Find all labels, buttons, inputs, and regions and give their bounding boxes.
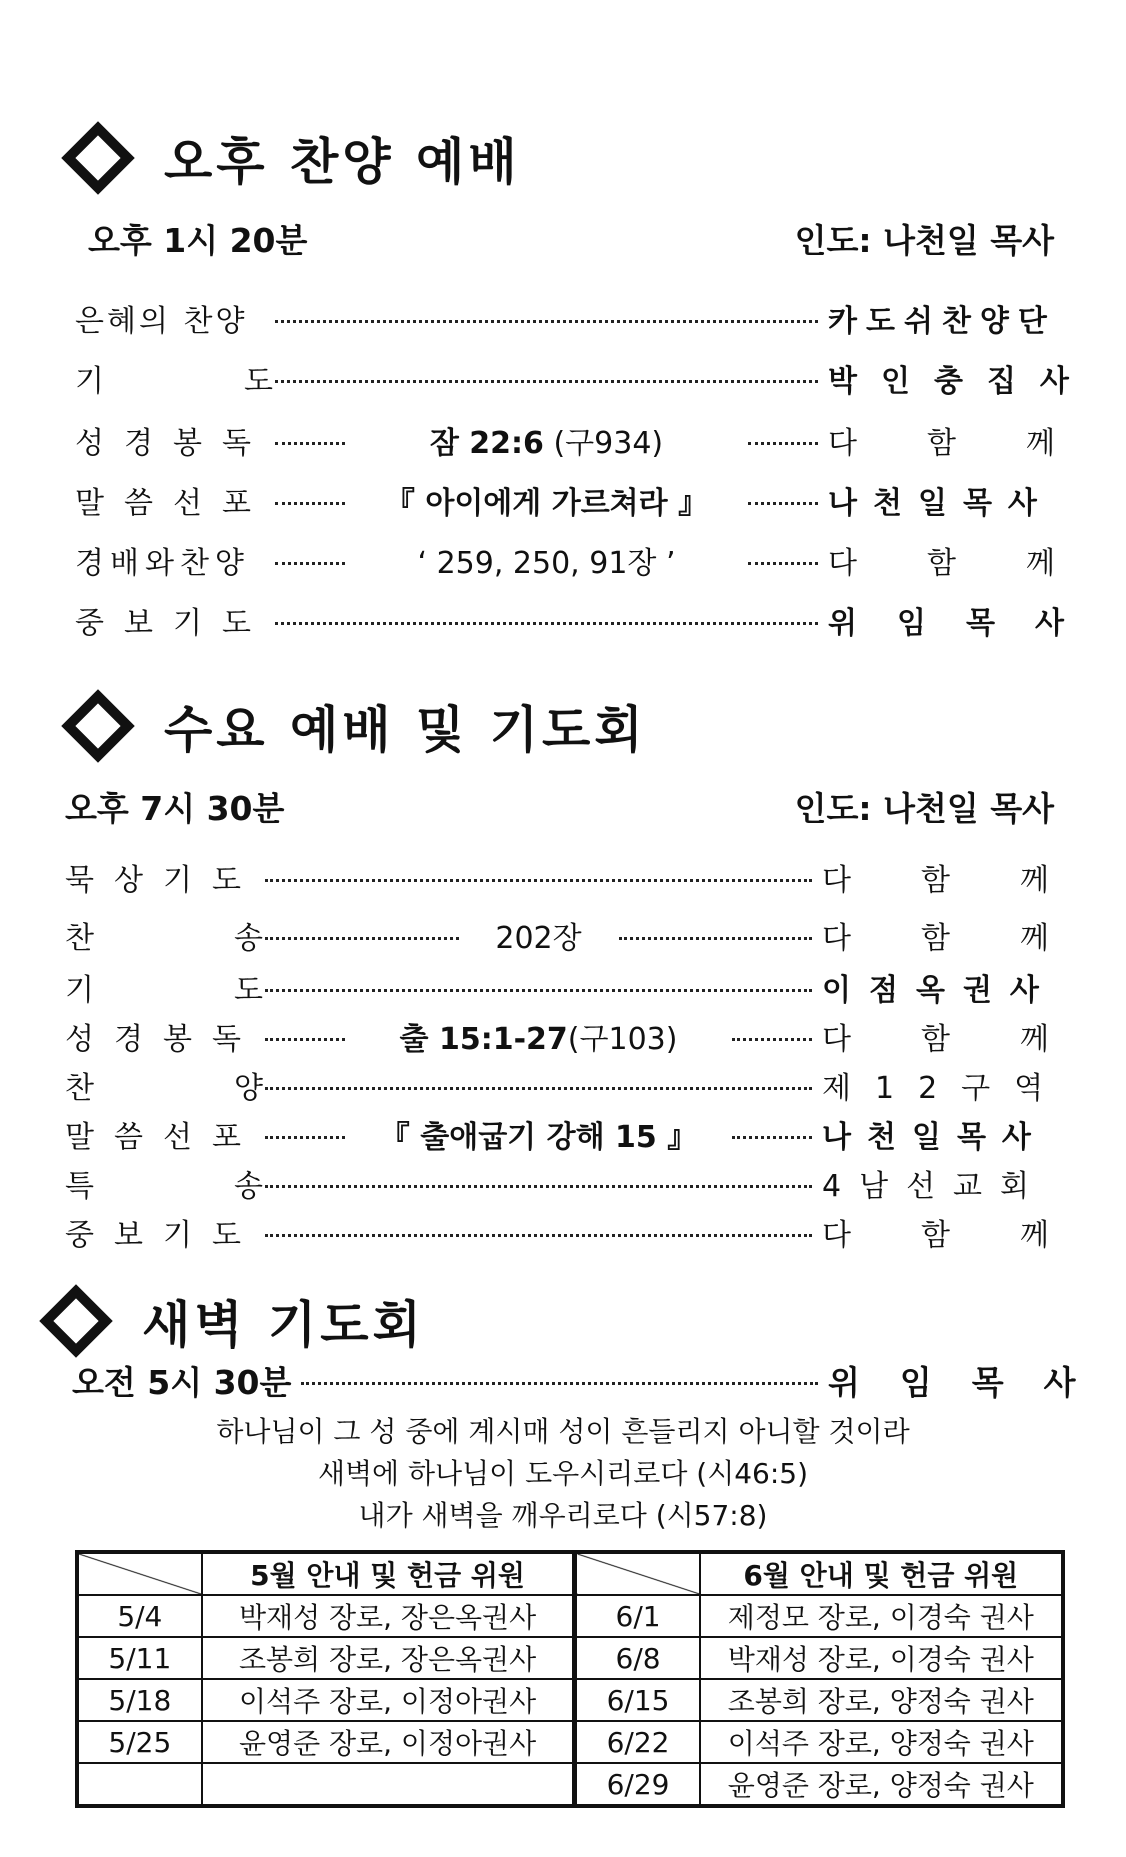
leader-dots [265, 1136, 345, 1139]
item-value: 다함께 [828, 546, 1125, 581]
item-value: 카도쉬찬양단 [828, 304, 1056, 339]
table-corner-cell [77, 1552, 202, 1595]
sermon-title: 『 출애굽기 강해 15 』 [379, 1120, 698, 1155]
item-value: 4남선교회 [822, 1169, 1048, 1204]
may-header: 5월 안내 및 헌금 위원 [202, 1552, 575, 1595]
leader-dots [275, 562, 345, 565]
leader-dots [301, 1382, 818, 1385]
may-names: 이석주 장로, 이정아권사 [202, 1679, 575, 1721]
item-label: 말씀선포 [75, 486, 271, 521]
item-label: 성경봉독 [65, 1022, 261, 1057]
afternoon-item-intercession [75, 600, 1104, 641]
afternoon-time: 오후 1시 20분 [88, 221, 308, 260]
wednesday-leader: 인도: 나천일 목사 [794, 789, 1054, 828]
wednesday-item-reading [65, 1016, 1119, 1057]
item-value: 박인충집사 [828, 364, 1093, 399]
afternoon-item-sermon [75, 480, 1054, 520]
dawn-time-row [72, 1360, 1116, 1402]
june-names: 제정모 장로, 이경숙 권사 [700, 1595, 1063, 1637]
leader-dots [732, 1038, 812, 1041]
item-label: 은혜의 찬양 [75, 304, 248, 339]
item-value: 이점옥권사 [822, 973, 1057, 1008]
wednesday-item-hymn [65, 915, 1119, 956]
wednesday-item-praise [65, 1065, 1068, 1106]
offering-committee-table [75, 1550, 1065, 1808]
leader-dots [275, 320, 818, 323]
leader-dots [265, 1087, 812, 1090]
table-row [77, 1637, 1063, 1679]
may-names: 조봉희 장로, 장은옥권사 [202, 1637, 575, 1679]
may-date [77, 1763, 202, 1806]
leader-dots [748, 442, 818, 445]
june-date: 6/15 [575, 1679, 700, 1721]
table-header-row [77, 1552, 1063, 1595]
table-row [77, 1595, 1063, 1637]
afternoon-item-prayer [75, 358, 1093, 399]
item-value: 제12구역 [822, 1071, 1068, 1106]
item-value: 다함께 [822, 863, 1119, 898]
leader-dots [748, 502, 818, 505]
afternoon-leader: 인도: 나천일 목사 [794, 221, 1054, 260]
dawn-verse-2: 새벽에 하나님이 도우시리로다 (시46:5) [317, 1457, 809, 1490]
scripture-ref: 출 15:1-27 [399, 1022, 568, 1057]
leader-dots [275, 622, 818, 625]
item-value: 다함께 [822, 1022, 1119, 1057]
scripture-page: (구934) [543, 426, 664, 461]
item-label: 찬송 [65, 921, 403, 956]
item-label: 중보기도 [65, 1218, 261, 1253]
afternoon-service-title [72, 122, 521, 194]
scripture-ref: 잠 22:6 [429, 426, 544, 461]
leader-dots [265, 1234, 812, 1237]
item-middle [355, 1014, 722, 1058]
wednesday-item-special-song [65, 1163, 1054, 1203]
item-label: 중보기도 [75, 606, 271, 641]
wednesday-item-prayer [65, 967, 1057, 1008]
leader-dots [275, 442, 345, 445]
june-date: 6/1 [575, 1595, 700, 1637]
wednesday-time: 오후 7시 30분 [65, 789, 285, 828]
leader-dots [265, 1038, 345, 1041]
item-value: 나천일목사 [828, 486, 1053, 521]
may-names [202, 1763, 575, 1806]
dawn-verse-3: 내가 새벽을 깨우리로다 (시57:8) [358, 1499, 768, 1532]
dawn-verse-1: 하나님이 그 성 중에 계시매 성이 흔들리지 아니할 것이라 [216, 1415, 910, 1448]
item-label: 찬양 [65, 1071, 403, 1106]
item-value: 다함께 [822, 1218, 1119, 1253]
item-label: 특송 [65, 1169, 403, 1204]
leader-dots [619, 937, 813, 940]
hymn-number: 202장 [495, 921, 582, 956]
may-date: 5/25 [77, 1721, 202, 1763]
item-label: 기도 [65, 973, 403, 1008]
leader-dots [265, 937, 459, 940]
dawn-title-text: 새벽 기도회 [142, 1296, 425, 1354]
diamond-bullet-icon [39, 1284, 113, 1358]
item-value: 나천일목사 [822, 1120, 1047, 1155]
item-label: 경배와찬양 [75, 546, 250, 581]
leader-dots [265, 879, 812, 882]
scripture-page: (구103) [567, 1022, 678, 1057]
may-names: 윤영준 장로, 이정아권사 [202, 1721, 575, 1763]
leader-dots [748, 562, 818, 565]
june-date: 6/29 [575, 1763, 700, 1806]
may-date: 5/4 [77, 1595, 202, 1637]
diamond-bullet-icon [61, 121, 135, 195]
dawn-prayer-title [50, 1285, 425, 1357]
diamond-bullet-icon [61, 689, 135, 763]
leader-dots [265, 989, 812, 992]
item-value: 다함께 [822, 921, 1119, 956]
leader-dots [275, 380, 818, 383]
item-value: 위임목사 [828, 606, 1104, 641]
june-date: 6/22 [575, 1721, 700, 1763]
item-label: 말씀선포 [65, 1120, 261, 1155]
june-names: 박재성 장로, 이경숙 권사 [700, 1637, 1063, 1679]
wednesday-item-meditation [65, 857, 1119, 898]
may-date: 5/18 [77, 1679, 202, 1721]
june-date: 6/8 [575, 1637, 700, 1679]
may-names: 박재성 장로, 장은옥권사 [202, 1595, 575, 1637]
hymn-numbers: ‘ 259, 250, 91장 ’ [417, 546, 676, 581]
table-corner-cell [575, 1552, 700, 1595]
item-label: 성경봉독 [75, 426, 271, 461]
wednesday-title-text: 수요 예배 및 기도회 [164, 701, 647, 759]
wednesday-service-title [72, 690, 647, 762]
item-value: 다함께 [828, 426, 1125, 461]
item-label: 기도 [75, 364, 413, 399]
table-row [77, 1721, 1063, 1763]
dawn-time: 오전 5시 30분 [72, 1362, 292, 1402]
leader-dots [265, 1185, 812, 1188]
table-row [77, 1679, 1063, 1721]
table-row [77, 1763, 1063, 1806]
afternoon-item-worship [75, 540, 1125, 581]
item-label: 묵상기도 [65, 863, 261, 898]
june-header: 6월 안내 및 헌금 위원 [700, 1552, 1063, 1595]
sermon-title: 『 아이에게 가르쳐라 』 [384, 486, 709, 521]
may-date: 5/11 [77, 1637, 202, 1679]
afternoon-item-praise [75, 298, 1054, 338]
june-names: 이석주 장로, 양정숙 권사 [700, 1721, 1063, 1763]
item-middle [355, 418, 738, 462]
afternoon-title-text: 오후 찬양 예배 [164, 133, 521, 191]
wednesday-item-sermon [65, 1114, 1054, 1154]
june-names: 조봉희 장로, 양정숙 권사 [700, 1679, 1063, 1721]
leader-dots [732, 1136, 812, 1139]
wednesday-item-intercession [65, 1212, 1119, 1253]
dawn-leader: 위임목사 [828, 1362, 1116, 1402]
leader-dots [275, 502, 345, 505]
afternoon-item-reading [75, 420, 1125, 461]
june-names: 윤영준 장로, 양정숙 권사 [700, 1763, 1063, 1806]
